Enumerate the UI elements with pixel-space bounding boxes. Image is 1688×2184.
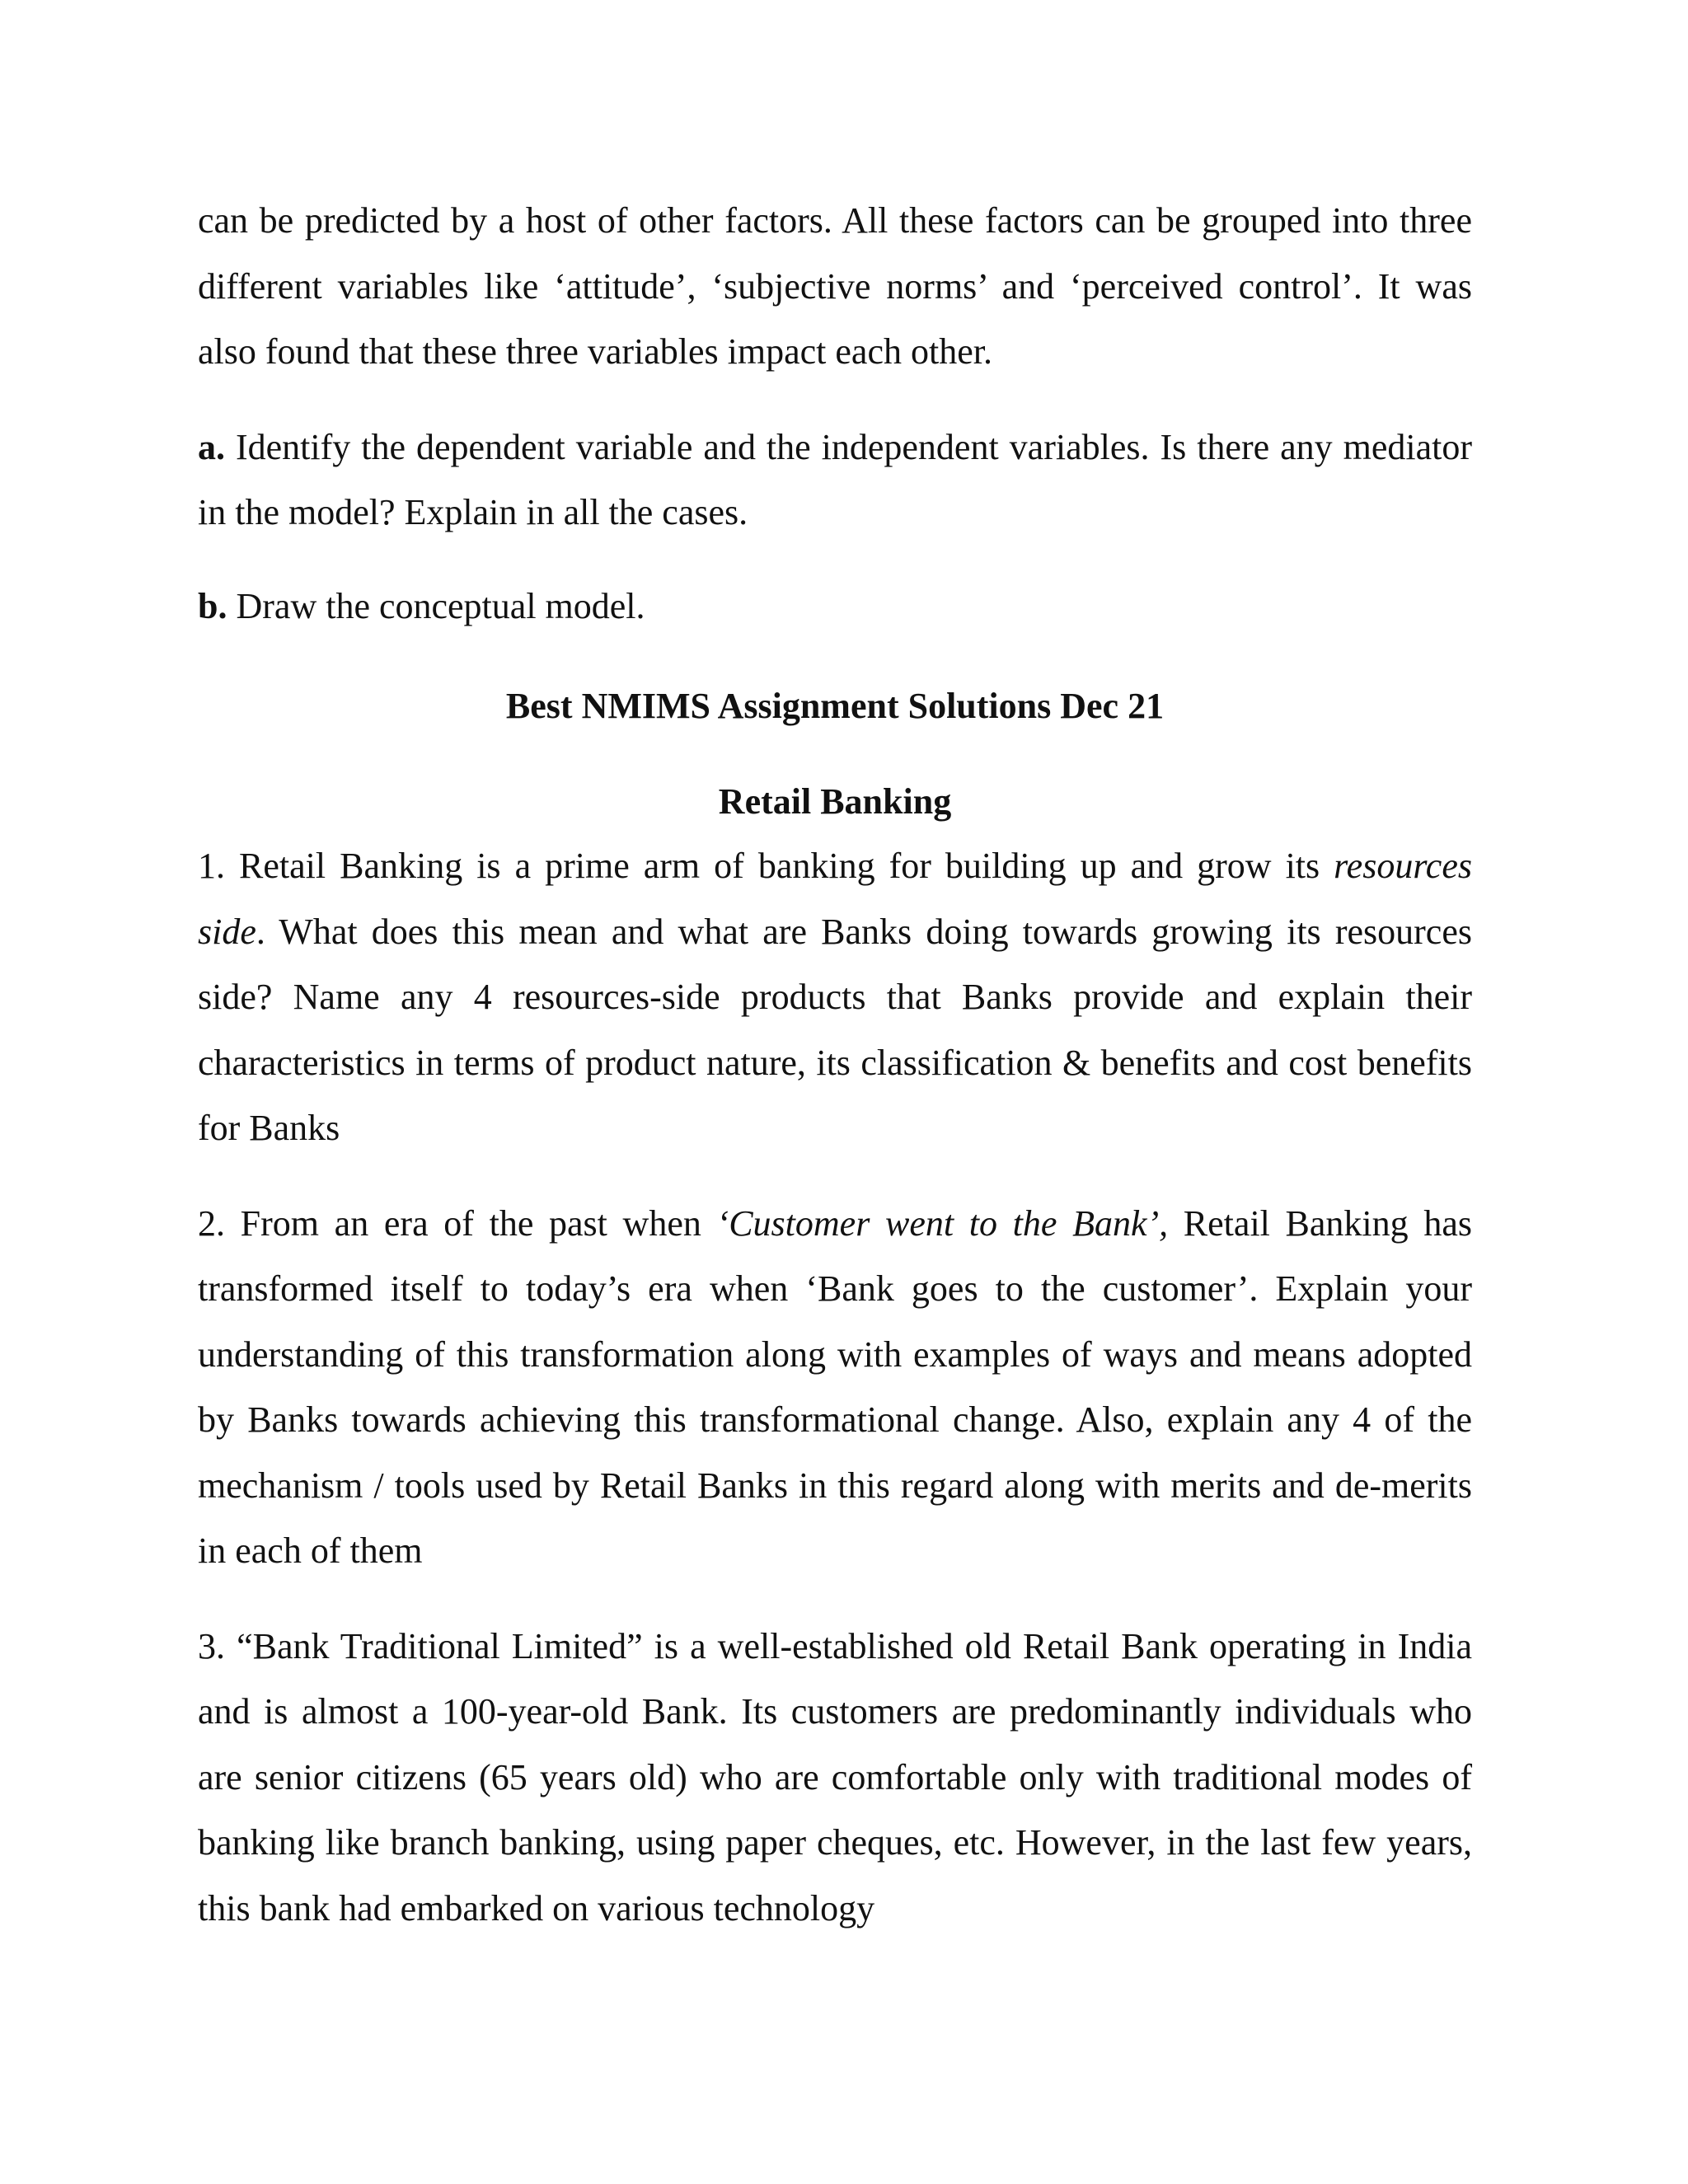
question-2-italic: ‘Customer went to the Bank’, bbox=[716, 1202, 1169, 1244]
question-a-text: Identify the dependent variable and the independent variables. Is there any mediator in the model? Explain in all the cases. bbox=[198, 426, 1472, 532]
page-content bbox=[198, 188, 1472, 1971]
main-heading: Best NMIMS Assignment Solutions Dec 21 bbox=[505, 686, 1165, 726]
question-a bbox=[198, 415, 1472, 546]
question-2-text-end: Retail Banking has transformed itself to today’s era when ‘Bank goes to the customer’. Explain your understanding of this transformation along with examples of ways and means adopted by Banks towards achieving this transformational change. Also, explain any 4 of the mechanism / tools used by Retail Banks in this regard along with merits and de-merits in each of them bbox=[198, 1202, 1472, 1571]
question-1-text-end: . What does this mean and what are Banks doing towards growing its resources side? Name any 4 resources-side products that Banks provide and explain their characteristics in terms of product nature, its classification & benefits and cost benefits for Banks bbox=[198, 911, 1472, 1148]
question-3: 3. “Bank Traditional Limited” is a well-established old Retail Bank operating in India and is almost a 100-year-old Bank. Its customers are predominantly individuals who are senior citizens (65 years old) who are comfortable only with traditional modes of banking like branch banking, using paper cheques, etc. However, in the last few years, this bank had embarked on various technology bbox=[198, 1625, 1472, 1929]
intro-paragraph: can be predicted by a host of other factors. All these factors can be grouped into three different variables like ‘attitude’, ‘subjective norms’ and ‘perceived control’. It was also found that these three variables impact each other. bbox=[198, 200, 1472, 372]
question-b bbox=[198, 574, 1472, 640]
question-1-text-start: 1. Retail Banking is a prime arm of banking for building up and grow its bbox=[198, 846, 1334, 886]
question-b-text: Draw the conceptual model. bbox=[227, 585, 645, 626]
question-2 bbox=[198, 1191, 1472, 1584]
question-2-text-start: 2. From an era of the past when bbox=[198, 1202, 717, 1244]
subject-heading: Retail Banking bbox=[718, 781, 952, 822]
question-1-italic: resources side bbox=[198, 846, 1472, 952]
question-1 bbox=[198, 833, 1472, 1161]
question-b-label: b. bbox=[198, 585, 227, 626]
question-a-label: a. bbox=[198, 426, 225, 467]
